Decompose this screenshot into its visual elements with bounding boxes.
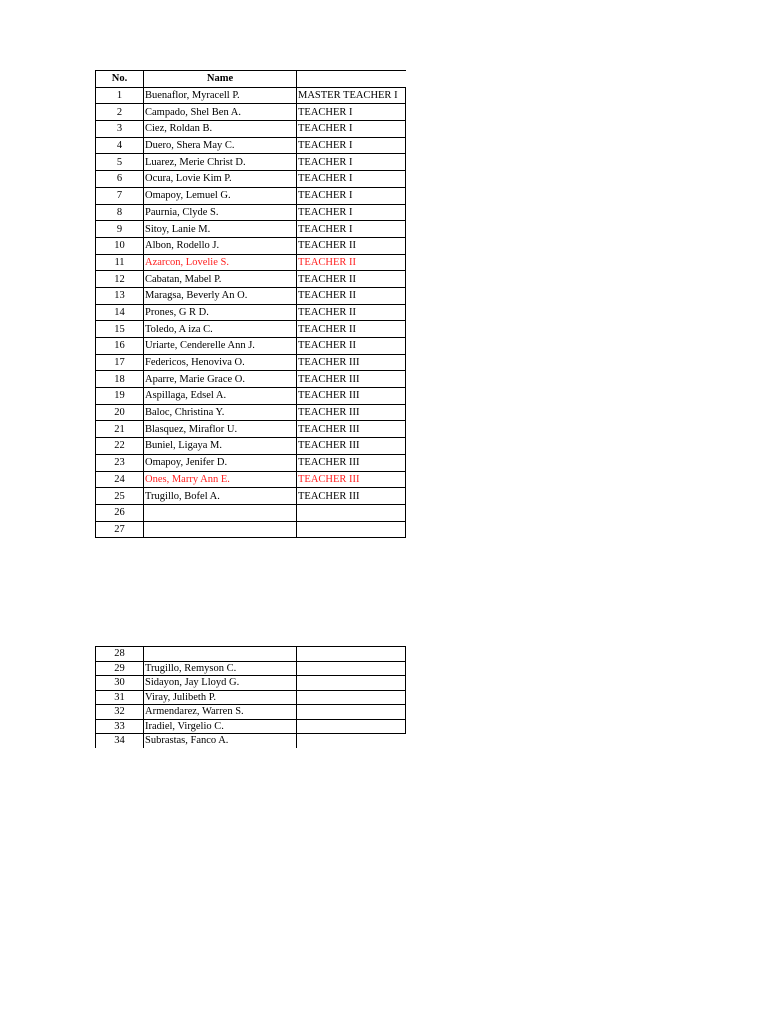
table-row <box>96 647 406 662</box>
row-position: TEACHER II <box>297 304 406 321</box>
row-position: TEACHER I <box>297 154 406 171</box>
row-number: 33 <box>96 719 144 734</box>
row-position <box>297 661 406 676</box>
row-number: 11 <box>96 254 144 271</box>
table-row <box>96 354 406 371</box>
row-number: 15 <box>96 321 144 338</box>
row-name: Uriarte, Cenderelle Ann J. <box>144 338 297 355</box>
row-number: 4 <box>96 137 144 154</box>
row-position: TEACHER II <box>297 338 406 355</box>
row-name: Viray, Julibeth P. <box>144 690 297 705</box>
roster-body <box>96 87 406 538</box>
table-row <box>96 661 406 676</box>
row-name: Ocura, Lovie Kim P. <box>144 171 297 188</box>
row-name: Aspillaga, Edsel A. <box>144 388 297 405</box>
row-name: Subrastas, Fanco A. <box>144 734 297 748</box>
row-name: Omapoy, Jenifer D. <box>144 454 297 471</box>
row-position <box>297 521 406 538</box>
row-number: 20 <box>96 404 144 421</box>
row-position: MASTER TEACHER I <box>297 87 406 104</box>
row-number: 5 <box>96 154 144 171</box>
row-position: TEACHER II <box>297 254 406 271</box>
table-row <box>96 471 406 488</box>
row-name: Paurnia, Clyde S. <box>144 204 297 221</box>
table-row <box>96 338 406 355</box>
row-position: TEACHER III <box>297 354 406 371</box>
row-name: Prones, G R D. <box>144 304 297 321</box>
table-row <box>96 137 406 154</box>
row-position: TEACHER I <box>297 171 406 188</box>
row-position: TEACHER III <box>297 471 406 488</box>
table-row <box>96 676 406 691</box>
row-name <box>144 504 297 521</box>
row-name <box>144 647 297 662</box>
row-position: TEACHER I <box>297 221 406 238</box>
teacher-roster-continued-table <box>95 646 406 748</box>
row-position: TEACHER I <box>297 121 406 138</box>
table-row <box>96 719 406 734</box>
row-name: Maragsa, Beverly An O. <box>144 287 297 304</box>
table-row <box>96 521 406 538</box>
row-number: 29 <box>96 661 144 676</box>
row-position: TEACHER III <box>297 454 406 471</box>
row-number: 28 <box>96 647 144 662</box>
row-number: 23 <box>96 454 144 471</box>
row-position <box>297 647 406 662</box>
row-number: 16 <box>96 338 144 355</box>
row-number: 34 <box>96 734 144 748</box>
row-name: Armendarez, Warren S. <box>144 705 297 720</box>
row-number: 17 <box>96 354 144 371</box>
row-name: Aparre, Marie Grace O. <box>144 371 297 388</box>
row-name: Trugillo, Bofel A. <box>144 488 297 505</box>
row-number: 1 <box>96 87 144 104</box>
row-name: Cabatan, Mabel P. <box>144 271 297 288</box>
row-number: 22 <box>96 438 144 455</box>
table-row <box>96 187 406 204</box>
header-row <box>96 71 406 88</box>
table-row <box>96 504 406 521</box>
row-number: 30 <box>96 676 144 691</box>
row-name: Buniel, Ligaya M. <box>144 438 297 455</box>
table-row <box>96 690 406 705</box>
row-position <box>297 504 406 521</box>
table-row <box>96 271 406 288</box>
row-position: TEACHER III <box>297 388 406 405</box>
row-number: 14 <box>96 304 144 321</box>
row-number: 19 <box>96 388 144 405</box>
row-name: Federicos, Henoviva O. <box>144 354 297 371</box>
table-row <box>96 171 406 188</box>
row-name: Luarez, Merie Christ D. <box>144 154 297 171</box>
row-name: Albon, Rodello J. <box>144 237 297 254</box>
row-number: 18 <box>96 371 144 388</box>
row-position: TEACHER I <box>297 204 406 221</box>
row-name <box>144 521 297 538</box>
row-name: Campado, Shel Ben A. <box>144 104 297 121</box>
row-name: Trugillo, Remyson C. <box>144 661 297 676</box>
row-number: 6 <box>96 171 144 188</box>
row-number: 10 <box>96 237 144 254</box>
table-row <box>96 254 406 271</box>
row-position <box>297 705 406 720</box>
table-row <box>96 237 406 254</box>
table-row <box>96 734 406 748</box>
row-position: TEACHER II <box>297 321 406 338</box>
row-number: 8 <box>96 204 144 221</box>
table-row <box>96 388 406 405</box>
row-name: Iradiel, Virgelio C. <box>144 719 297 734</box>
row-position: TEACHER III <box>297 421 406 438</box>
row-number: 32 <box>96 705 144 720</box>
row-name: Ones, Marry Ann E. <box>144 471 297 488</box>
table-row <box>96 488 406 505</box>
row-number: 12 <box>96 271 144 288</box>
row-name: Buenaflor, Myracell P. <box>144 87 297 104</box>
table-row <box>96 204 406 221</box>
row-number: 2 <box>96 104 144 121</box>
table-row <box>96 404 406 421</box>
row-position <box>297 734 406 748</box>
row-number: 27 <box>96 521 144 538</box>
row-name: Omapoy, Lemuel G. <box>144 187 297 204</box>
table-row <box>96 104 406 121</box>
row-number: 26 <box>96 504 144 521</box>
row-name: Baloc, Christina Y. <box>144 404 297 421</box>
row-number: 31 <box>96 690 144 705</box>
row-name: Toledo, A iza C. <box>144 321 297 338</box>
table-row <box>96 287 406 304</box>
table-row <box>96 421 406 438</box>
table-row <box>96 454 406 471</box>
row-position: TEACHER I <box>297 187 406 204</box>
row-position: TEACHER II <box>297 271 406 288</box>
row-name: Blasquez, Miraflor U. <box>144 421 297 438</box>
table-row <box>96 304 406 321</box>
row-number: 21 <box>96 421 144 438</box>
header-no: No. <box>96 71 144 88</box>
teacher-roster-table <box>95 70 406 538</box>
table-row <box>96 121 406 138</box>
header-name: Name <box>144 71 297 88</box>
row-name: Ciez, Roldan B. <box>144 121 297 138</box>
row-number: 7 <box>96 187 144 204</box>
row-name: Sitoy, Lanie M. <box>144 221 297 238</box>
header-position <box>297 71 406 88</box>
row-position <box>297 719 406 734</box>
row-name: Duero, Shera May C. <box>144 137 297 154</box>
table-row <box>96 87 406 104</box>
row-position <box>297 690 406 705</box>
row-position: TEACHER II <box>297 237 406 254</box>
table-row <box>96 438 406 455</box>
table-row <box>96 705 406 720</box>
row-name: Sidayon, Jay Lloyd G. <box>144 676 297 691</box>
row-number: 24 <box>96 471 144 488</box>
table-row <box>96 371 406 388</box>
row-position <box>297 676 406 691</box>
table-row <box>96 321 406 338</box>
row-number: 3 <box>96 121 144 138</box>
row-number: 25 <box>96 488 144 505</box>
row-name: Azarcon, Lovelie S. <box>144 254 297 271</box>
row-position: TEACHER III <box>297 438 406 455</box>
row-position: TEACHER I <box>297 104 406 121</box>
row-position: TEACHER I <box>297 137 406 154</box>
row-position: TEACHER II <box>297 287 406 304</box>
table-row <box>96 221 406 238</box>
row-position: TEACHER III <box>297 488 406 505</box>
row-position: TEACHER III <box>297 404 406 421</box>
row-number: 13 <box>96 287 144 304</box>
row-number: 9 <box>96 221 144 238</box>
row-position: TEACHER III <box>297 371 406 388</box>
table-row <box>96 154 406 171</box>
roster-continued-body <box>96 647 406 748</box>
